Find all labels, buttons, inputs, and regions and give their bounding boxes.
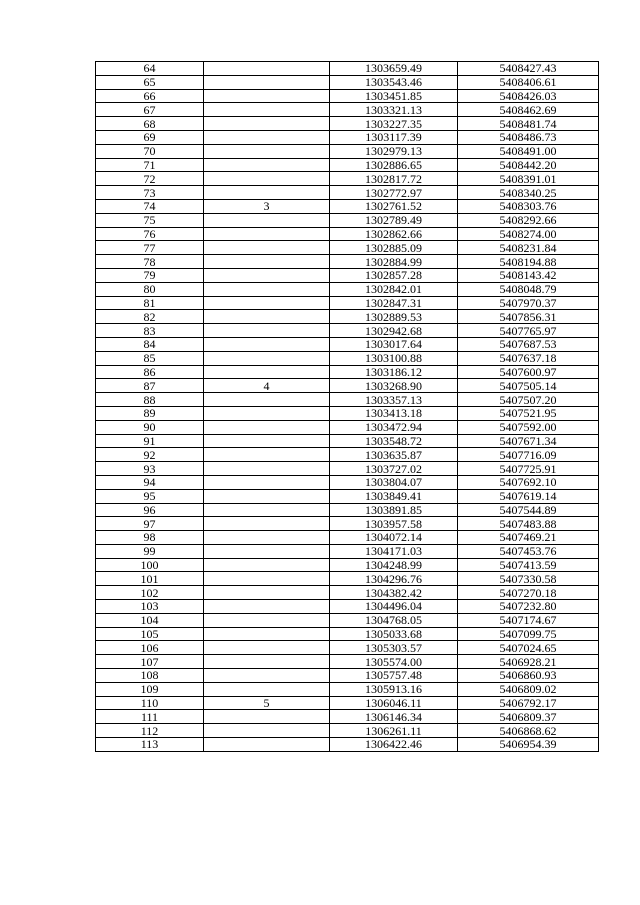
x-coordinate-cell: 1303413.18 (330, 406, 458, 420)
table-row (96, 393, 599, 407)
point-number-cell: 104 (96, 613, 204, 627)
segment-cell (204, 613, 330, 627)
x-coordinate-cell: 1303117.39 (330, 130, 458, 144)
point-number-cell: 97 (96, 517, 204, 531)
y-coordinate-cell: 5408406.61 (458, 75, 599, 89)
segment-cell (204, 241, 330, 255)
point-number-cell: 84 (96, 337, 204, 351)
segment-cell (204, 641, 330, 655)
table-row (96, 724, 599, 738)
y-coordinate-cell: 5408462.69 (458, 103, 599, 117)
y-coordinate-cell: 5408481.74 (458, 117, 599, 131)
point-number-cell: 86 (96, 365, 204, 379)
point-number-cell: 71 (96, 158, 204, 172)
segment-cell (204, 158, 330, 172)
y-coordinate-cell: 5407970.37 (458, 296, 599, 310)
y-coordinate-cell: 5407413.59 (458, 558, 599, 572)
x-coordinate-cell: 1302862.66 (330, 227, 458, 241)
segment-cell (204, 75, 330, 89)
y-coordinate-cell: 5406954.39 (458, 738, 599, 752)
segment-cell (204, 227, 330, 241)
table-row (96, 282, 599, 296)
table-row (96, 517, 599, 531)
segment-cell (204, 558, 330, 572)
table-row (96, 103, 599, 117)
segment-cell (204, 448, 330, 462)
segment-cell (204, 655, 330, 669)
segment-cell (204, 255, 330, 269)
segment-cell (204, 296, 330, 310)
y-coordinate-cell: 5408231.84 (458, 241, 599, 255)
x-coordinate-cell: 1303548.72 (330, 434, 458, 448)
coordinates-table-body (96, 62, 599, 752)
segment-cell (204, 282, 330, 296)
segment-cell (204, 724, 330, 738)
segment-cell (204, 337, 330, 351)
table-row (96, 600, 599, 614)
x-coordinate-cell: 1304382.42 (330, 586, 458, 600)
table-row (96, 669, 599, 683)
segment-cell (204, 89, 330, 103)
table-row (96, 531, 599, 545)
table-row (96, 268, 599, 282)
table-row (96, 255, 599, 269)
y-coordinate-cell: 5407544.89 (458, 503, 599, 517)
point-number-cell: 100 (96, 558, 204, 572)
x-coordinate-cell: 1306146.34 (330, 710, 458, 724)
y-coordinate-cell: 5408491.00 (458, 144, 599, 158)
point-number-cell: 70 (96, 144, 204, 158)
point-number-cell: 94 (96, 475, 204, 489)
table-row (96, 130, 599, 144)
x-coordinate-cell: 1304496.04 (330, 600, 458, 614)
point-number-cell: 79 (96, 268, 204, 282)
y-coordinate-cell: 5407600.97 (458, 365, 599, 379)
y-coordinate-cell: 5407592.00 (458, 420, 599, 434)
table-row (96, 627, 599, 641)
x-coordinate-cell: 1302979.13 (330, 144, 458, 158)
point-number-cell: 69 (96, 130, 204, 144)
table-row (96, 213, 599, 227)
y-coordinate-cell: 5407716.09 (458, 448, 599, 462)
point-number-cell: 112 (96, 724, 204, 738)
y-coordinate-cell: 5407692.10 (458, 475, 599, 489)
point-number-cell: 105 (96, 627, 204, 641)
x-coordinate-cell: 1303100.88 (330, 351, 458, 365)
segment-cell (204, 572, 330, 586)
y-coordinate-cell: 5407521.95 (458, 406, 599, 420)
x-coordinate-cell: 1305033.68 (330, 627, 458, 641)
table-row (96, 696, 599, 710)
point-number-cell: 65 (96, 75, 204, 89)
y-coordinate-cell: 5407024.65 (458, 641, 599, 655)
table-row (96, 172, 599, 186)
x-coordinate-cell: 1303957.58 (330, 517, 458, 531)
segment-cell (204, 489, 330, 503)
x-coordinate-cell: 1303451.85 (330, 89, 458, 103)
y-coordinate-cell: 5407505.14 (458, 379, 599, 393)
y-coordinate-cell: 5406928.21 (458, 655, 599, 669)
y-coordinate-cell: 5408486.73 (458, 130, 599, 144)
x-coordinate-cell: 1304248.99 (330, 558, 458, 572)
point-number-cell: 98 (96, 531, 204, 545)
y-coordinate-cell: 5407687.53 (458, 337, 599, 351)
x-coordinate-cell: 1304768.05 (330, 613, 458, 627)
point-number-cell: 107 (96, 655, 204, 669)
x-coordinate-cell: 1306046.11 (330, 696, 458, 710)
segment-cell (204, 682, 330, 696)
point-number-cell: 75 (96, 213, 204, 227)
segment-cell (204, 531, 330, 545)
y-coordinate-cell: 5407856.31 (458, 310, 599, 324)
segment-cell (204, 186, 330, 200)
y-coordinate-cell: 5407637.18 (458, 351, 599, 365)
segment-cell (204, 406, 330, 420)
point-number-cell: 110 (96, 696, 204, 710)
segment-cell (204, 517, 330, 531)
segment-cell (204, 627, 330, 641)
x-coordinate-cell: 1306261.11 (330, 724, 458, 738)
segment-cell (204, 434, 330, 448)
table-row (96, 503, 599, 517)
point-number-cell: 76 (96, 227, 204, 241)
segment-cell: 3 (204, 199, 330, 213)
y-coordinate-cell: 5407232.80 (458, 600, 599, 614)
table-row (96, 117, 599, 131)
x-coordinate-cell: 1305574.00 (330, 655, 458, 669)
y-coordinate-cell: 5408427.43 (458, 62, 599, 76)
table-row (96, 572, 599, 586)
point-number-cell: 73 (96, 186, 204, 200)
x-coordinate-cell: 1304072.14 (330, 531, 458, 545)
point-number-cell: 83 (96, 324, 204, 338)
x-coordinate-cell: 1303268.90 (330, 379, 458, 393)
point-number-cell: 87 (96, 379, 204, 393)
point-number-cell: 88 (96, 393, 204, 407)
y-coordinate-cell: 5408292.66 (458, 213, 599, 227)
point-number-cell: 68 (96, 117, 204, 131)
point-number-cell: 99 (96, 544, 204, 558)
segment-cell (204, 310, 330, 324)
y-coordinate-cell: 5406868.62 (458, 724, 599, 738)
x-coordinate-cell: 1303543.46 (330, 75, 458, 89)
table-row (96, 613, 599, 627)
x-coordinate-cell: 1303357.13 (330, 393, 458, 407)
point-number-cell: 78 (96, 255, 204, 269)
y-coordinate-cell: 5407507.20 (458, 393, 599, 407)
table-row (96, 420, 599, 434)
x-coordinate-cell: 1303227.35 (330, 117, 458, 131)
table-row (96, 241, 599, 255)
segment-cell (204, 475, 330, 489)
segment-cell (204, 130, 330, 144)
point-number-cell: 111 (96, 710, 204, 724)
table-row (96, 324, 599, 338)
point-number-cell: 82 (96, 310, 204, 324)
x-coordinate-cell: 1303186.12 (330, 365, 458, 379)
segment-cell (204, 351, 330, 365)
x-coordinate-cell: 1306422.46 (330, 738, 458, 752)
x-coordinate-cell: 1305303.57 (330, 641, 458, 655)
segment-cell (204, 103, 330, 117)
y-coordinate-cell: 5408048.79 (458, 282, 599, 296)
x-coordinate-cell: 1302761.52 (330, 199, 458, 213)
table-row (96, 682, 599, 696)
x-coordinate-cell: 1302817.72 (330, 172, 458, 186)
point-number-cell: 103 (96, 600, 204, 614)
segment-cell (204, 172, 330, 186)
segment-cell (204, 462, 330, 476)
x-coordinate-cell: 1302884.99 (330, 255, 458, 269)
table-row (96, 462, 599, 476)
table-row (96, 544, 599, 558)
point-number-cell: 74 (96, 199, 204, 213)
point-number-cell: 109 (96, 682, 204, 696)
segment-cell (204, 544, 330, 558)
x-coordinate-cell: 1302842.01 (330, 282, 458, 296)
x-coordinate-cell: 1303635.87 (330, 448, 458, 462)
table-row (96, 489, 599, 503)
table-row (96, 655, 599, 669)
point-number-cell: 89 (96, 406, 204, 420)
y-coordinate-cell: 5406809.02 (458, 682, 599, 696)
table-row (96, 379, 599, 393)
segment-cell (204, 117, 330, 131)
segment-cell (204, 586, 330, 600)
segment-cell (204, 600, 330, 614)
point-number-cell: 77 (96, 241, 204, 255)
table-row (96, 158, 599, 172)
segment-cell (204, 324, 330, 338)
point-number-cell: 113 (96, 738, 204, 752)
point-number-cell: 96 (96, 503, 204, 517)
x-coordinate-cell: 1303321.13 (330, 103, 458, 117)
segment-cell (204, 365, 330, 379)
segment-cell (204, 420, 330, 434)
y-coordinate-cell: 5407270.18 (458, 586, 599, 600)
table-row (96, 186, 599, 200)
table-row (96, 738, 599, 752)
x-coordinate-cell: 1302942.68 (330, 324, 458, 338)
y-coordinate-cell: 5408194.88 (458, 255, 599, 269)
segment-cell (204, 144, 330, 158)
x-coordinate-cell: 1303727.02 (330, 462, 458, 476)
segment-cell (204, 62, 330, 76)
y-coordinate-cell: 5407483.88 (458, 517, 599, 531)
segment-cell (204, 669, 330, 683)
table-row (96, 296, 599, 310)
point-number-cell: 66 (96, 89, 204, 103)
y-coordinate-cell: 5406809.37 (458, 710, 599, 724)
x-coordinate-cell: 1303659.49 (330, 62, 458, 76)
y-coordinate-cell: 5407330.58 (458, 572, 599, 586)
point-number-cell: 102 (96, 586, 204, 600)
table-row (96, 227, 599, 241)
table-row (96, 75, 599, 89)
x-coordinate-cell: 1304171.03 (330, 544, 458, 558)
table-row (96, 475, 599, 489)
x-coordinate-cell: 1303891.85 (330, 503, 458, 517)
y-coordinate-cell: 5408143.42 (458, 268, 599, 282)
coordinates-table (95, 61, 599, 752)
table-row (96, 337, 599, 351)
x-coordinate-cell: 1302772.97 (330, 186, 458, 200)
table-row (96, 434, 599, 448)
table-row (96, 586, 599, 600)
y-coordinate-cell: 5407725.91 (458, 462, 599, 476)
y-coordinate-cell: 5407174.67 (458, 613, 599, 627)
y-coordinate-cell: 5407671.34 (458, 434, 599, 448)
table-row (96, 558, 599, 572)
segment-cell (204, 268, 330, 282)
x-coordinate-cell: 1302886.65 (330, 158, 458, 172)
point-number-cell: 93 (96, 462, 204, 476)
table-row (96, 310, 599, 324)
point-number-cell: 91 (96, 434, 204, 448)
x-coordinate-cell: 1303804.07 (330, 475, 458, 489)
x-coordinate-cell: 1302885.09 (330, 241, 458, 255)
y-coordinate-cell: 5408340.25 (458, 186, 599, 200)
y-coordinate-cell: 5407453.76 (458, 544, 599, 558)
y-coordinate-cell: 5408303.76 (458, 199, 599, 213)
table-row (96, 144, 599, 158)
segment-cell: 4 (204, 379, 330, 393)
segment-cell: 5 (204, 696, 330, 710)
point-number-cell: 106 (96, 641, 204, 655)
y-coordinate-cell: 5407469.21 (458, 531, 599, 545)
table-row (96, 365, 599, 379)
point-number-cell: 92 (96, 448, 204, 462)
point-number-cell: 101 (96, 572, 204, 586)
point-number-cell: 90 (96, 420, 204, 434)
segment-cell (204, 710, 330, 724)
x-coordinate-cell: 1305757.48 (330, 669, 458, 683)
segment-cell (204, 393, 330, 407)
point-number-cell: 64 (96, 62, 204, 76)
x-coordinate-cell: 1302847.31 (330, 296, 458, 310)
y-coordinate-cell: 5408391.01 (458, 172, 599, 186)
table-row (96, 710, 599, 724)
x-coordinate-cell: 1304296.76 (330, 572, 458, 586)
y-coordinate-cell: 5408274.00 (458, 227, 599, 241)
segment-cell (204, 738, 330, 752)
y-coordinate-cell: 5407765.97 (458, 324, 599, 338)
x-coordinate-cell: 1302889.53 (330, 310, 458, 324)
x-coordinate-cell: 1303017.64 (330, 337, 458, 351)
point-number-cell: 80 (96, 282, 204, 296)
point-number-cell: 67 (96, 103, 204, 117)
point-number-cell: 108 (96, 669, 204, 683)
x-coordinate-cell: 1303849.41 (330, 489, 458, 503)
x-coordinate-cell: 1302789.49 (330, 213, 458, 227)
point-number-cell: 85 (96, 351, 204, 365)
table-row (96, 62, 599, 76)
y-coordinate-cell: 5407099.75 (458, 627, 599, 641)
y-coordinate-cell: 5406860.93 (458, 669, 599, 683)
point-number-cell: 95 (96, 489, 204, 503)
x-coordinate-cell: 1303472.94 (330, 420, 458, 434)
table-row (96, 641, 599, 655)
y-coordinate-cell: 5406792.17 (458, 696, 599, 710)
table-row (96, 406, 599, 420)
point-number-cell: 81 (96, 296, 204, 310)
x-coordinate-cell: 1302857.28 (330, 268, 458, 282)
table-row (96, 199, 599, 213)
segment-cell (204, 213, 330, 227)
y-coordinate-cell: 5408442.20 (458, 158, 599, 172)
x-coordinate-cell: 1305913.16 (330, 682, 458, 696)
segment-cell (204, 503, 330, 517)
y-coordinate-cell: 5407619.14 (458, 489, 599, 503)
table-row (96, 351, 599, 365)
table-row (96, 89, 599, 103)
point-number-cell: 72 (96, 172, 204, 186)
y-coordinate-cell: 5408426.03 (458, 89, 599, 103)
table-row (96, 448, 599, 462)
